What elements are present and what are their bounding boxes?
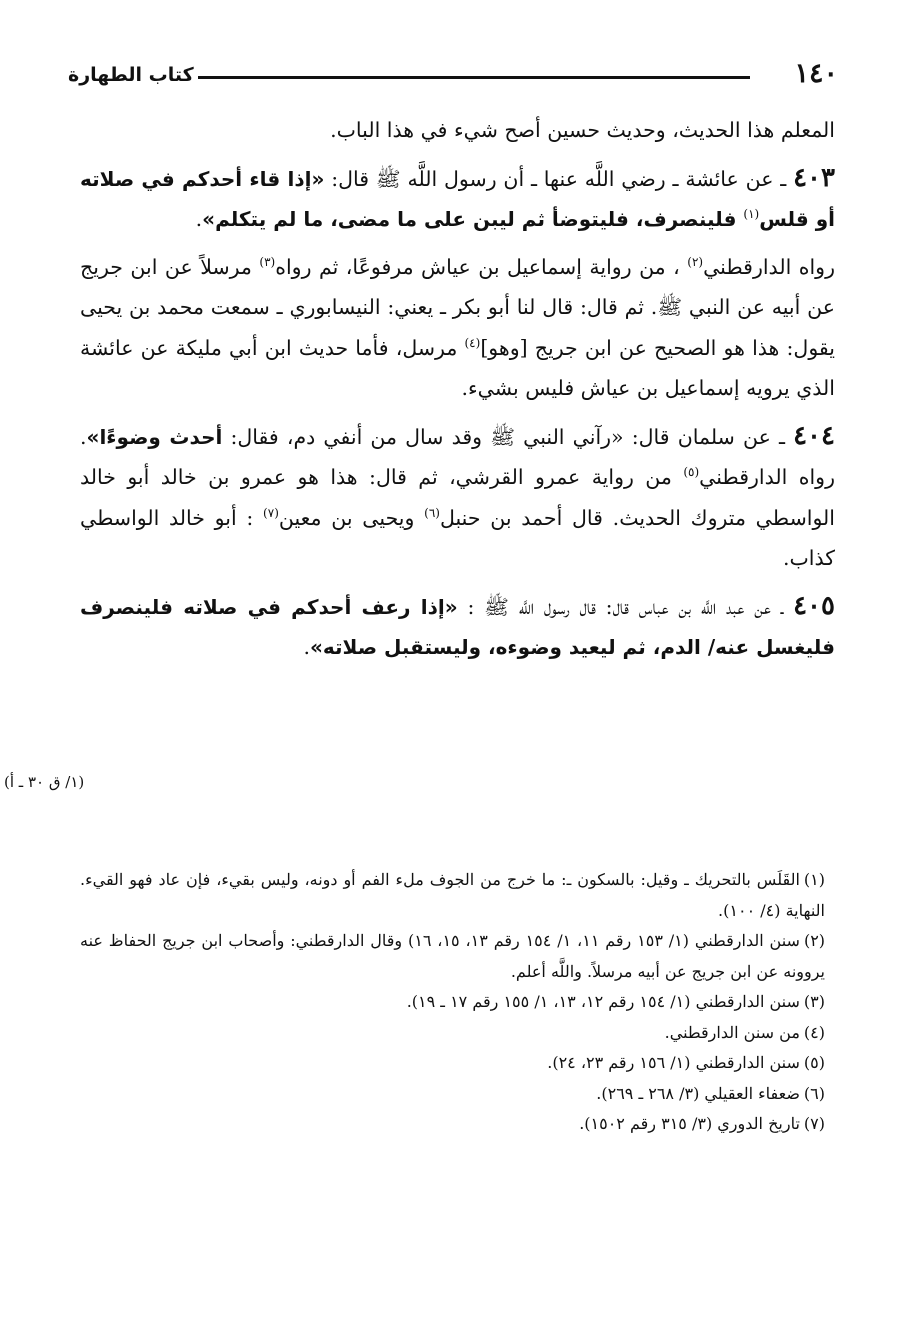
hadith-text: فلينصرف، فليتوضأ ثم ليبن على ما مضى، ما لم يتكلم» xyxy=(202,207,744,231)
commentary-text: مرسلاً عن ابن جريج عن أبيه عن النبي ﷺ. ثم قال: قال لنا أبو بكر ـ يعني: النيسابوري ـ سمعت محمد بن يحيى يقول: هذا هو الصحيح عن ابن جريج [وهو] xyxy=(80,254,835,360)
hadith-number: ٤٠٣ xyxy=(793,162,835,193)
footnote-text: سنن الدارقطني (١/ ١٥٤ رقم ١٢، ١٣، ١/ ١٥٥ رقم ١٧ ـ ١٩). xyxy=(406,992,800,1011)
hadith-text: أحدث وضوءًا» xyxy=(86,424,223,449)
footnote xyxy=(80,1018,825,1049)
book-title: كتاب الطهارة xyxy=(68,64,194,86)
footnote-ref: (٥) xyxy=(683,465,700,480)
hadith-403 xyxy=(80,158,835,240)
hadith-text: «إذا رعف أحدكم في صلاته فلينصرف فليغسل عنه/ الدم، ثم ليعيد وضوءه، وليستقبل صلاته» xyxy=(80,594,835,659)
main-text xyxy=(80,110,835,675)
footnote-ref: (٤) xyxy=(464,335,481,350)
footnote-text: سنن الدارقطني (١/ ١٥٣ رقم ١١، ١/ ١٥٤ رقم ١٣، ١٥، ١٦) وقال الدارقطني: وأصحاب ابن جريج الحفاظ عنه يروونه عن ابن جريج عن أبيه مرسلاً. واللَّه أعلم. xyxy=(80,931,825,981)
hadith-405 xyxy=(80,586,835,668)
hadith-404 xyxy=(80,416,835,579)
manuscript-margin-note: (١/ ق ٣٠ ـ أ) xyxy=(4,773,85,791)
footnote-ref: (٢) xyxy=(687,254,704,269)
hadith-number: ٤٠٤ xyxy=(793,420,835,451)
footnote-number: (٢) xyxy=(803,931,826,950)
paragraph-continuation: المعلم هذا الحديث، وحديث حسين أصح شيء في هذا الباب. xyxy=(330,118,835,142)
footnote-ref: (٧) xyxy=(263,505,279,520)
hadith-intro: ـ عن عائشة ـ رضي اللَّه عنها ـ أن رسول اللَّه ﷺ قال: xyxy=(324,166,794,191)
footnote-ref: (١) xyxy=(743,207,760,222)
hadith-end: . xyxy=(303,635,310,659)
page-header xyxy=(68,58,838,98)
footnote-number: (٧) xyxy=(803,1114,825,1133)
footnote xyxy=(80,865,825,926)
footnote-text: تاريخ الدوري (٣/ ٣١٥ رقم ١٥٠٢). xyxy=(579,1114,800,1133)
footnote-text: من سنن الدارقطني. xyxy=(664,1022,800,1042)
commentary-text: من رواية عمرو القرشي، ثم قال: هذا هو عمرو بن خالد أبو خالد الواسطي متروك الحديث. قال أحمد بن حنبل xyxy=(80,465,835,530)
hadith-intro: ـ عن سلمان قال: «رآني النبي ﷺ وقد سال من أنفي دم، فقال: xyxy=(222,424,794,449)
footnote-text: القَلَس بالتحريك ـ وقيل: بالسكون ـ: ما خرج من الجوف ملء الفم أو دونه، وليس بقيء، فإن عاد فهو القيء. النهاية (٤/ ١٠٠). xyxy=(80,870,825,920)
footnote xyxy=(80,1048,825,1079)
commentary-403 xyxy=(80,247,835,409)
commentary-text: : أبو خالد الواسطي كذاب. xyxy=(80,505,835,570)
footnote-ref: (٣) xyxy=(259,254,276,269)
footnote-number: (١) xyxy=(803,870,825,889)
footnotes-section xyxy=(80,865,825,1140)
footnote-number: (٤) xyxy=(803,1022,825,1042)
footnote-text: سنن الدارقطني (١/ ١٥٦ رقم ٢٣، ٢٤). xyxy=(547,1053,800,1072)
footnote xyxy=(80,1109,825,1140)
footnote-number: (٣) xyxy=(803,992,825,1011)
commentary-text: ، من رواية إسماعيل بن عياش مرفوعًا، ثم رواه xyxy=(275,254,688,279)
commentary-text: . رواه الدارقطني xyxy=(80,424,835,489)
hadith-text: «إذا قاء أحدكم في صلاته أو قلس xyxy=(80,166,835,231)
commentary-text: ويحيى بن معين xyxy=(278,505,425,530)
footnote xyxy=(80,987,825,1018)
footnote-text: ضعفاء العقيلي (٣/ ٢٦٨ ـ ٢٦٩). xyxy=(596,1083,800,1103)
hadith-end: . xyxy=(195,207,203,231)
footnote xyxy=(80,1079,825,1110)
footnote-ref: (٦) xyxy=(424,505,440,520)
hadith-intro: ـ عن عبد اللَّه بن عباس قال: قال رسول اللَّه ﷺ : xyxy=(457,594,794,619)
footnote-number: (٥) xyxy=(803,1053,825,1072)
page-number: ١٤٠ xyxy=(794,58,838,89)
header-rule xyxy=(198,76,750,79)
commentary-text: رواه الدارقطني xyxy=(703,254,835,279)
footnote-number: (٦) xyxy=(803,1083,825,1103)
commentary-text: مرسل، فأما حديث ابن أبي مليكة عن عائشة الذي يرويه إسماعيل بن عياش فليس بشيء. xyxy=(80,335,835,400)
footnote xyxy=(80,926,825,987)
hadith-number: ٤٠٥ xyxy=(793,590,835,621)
